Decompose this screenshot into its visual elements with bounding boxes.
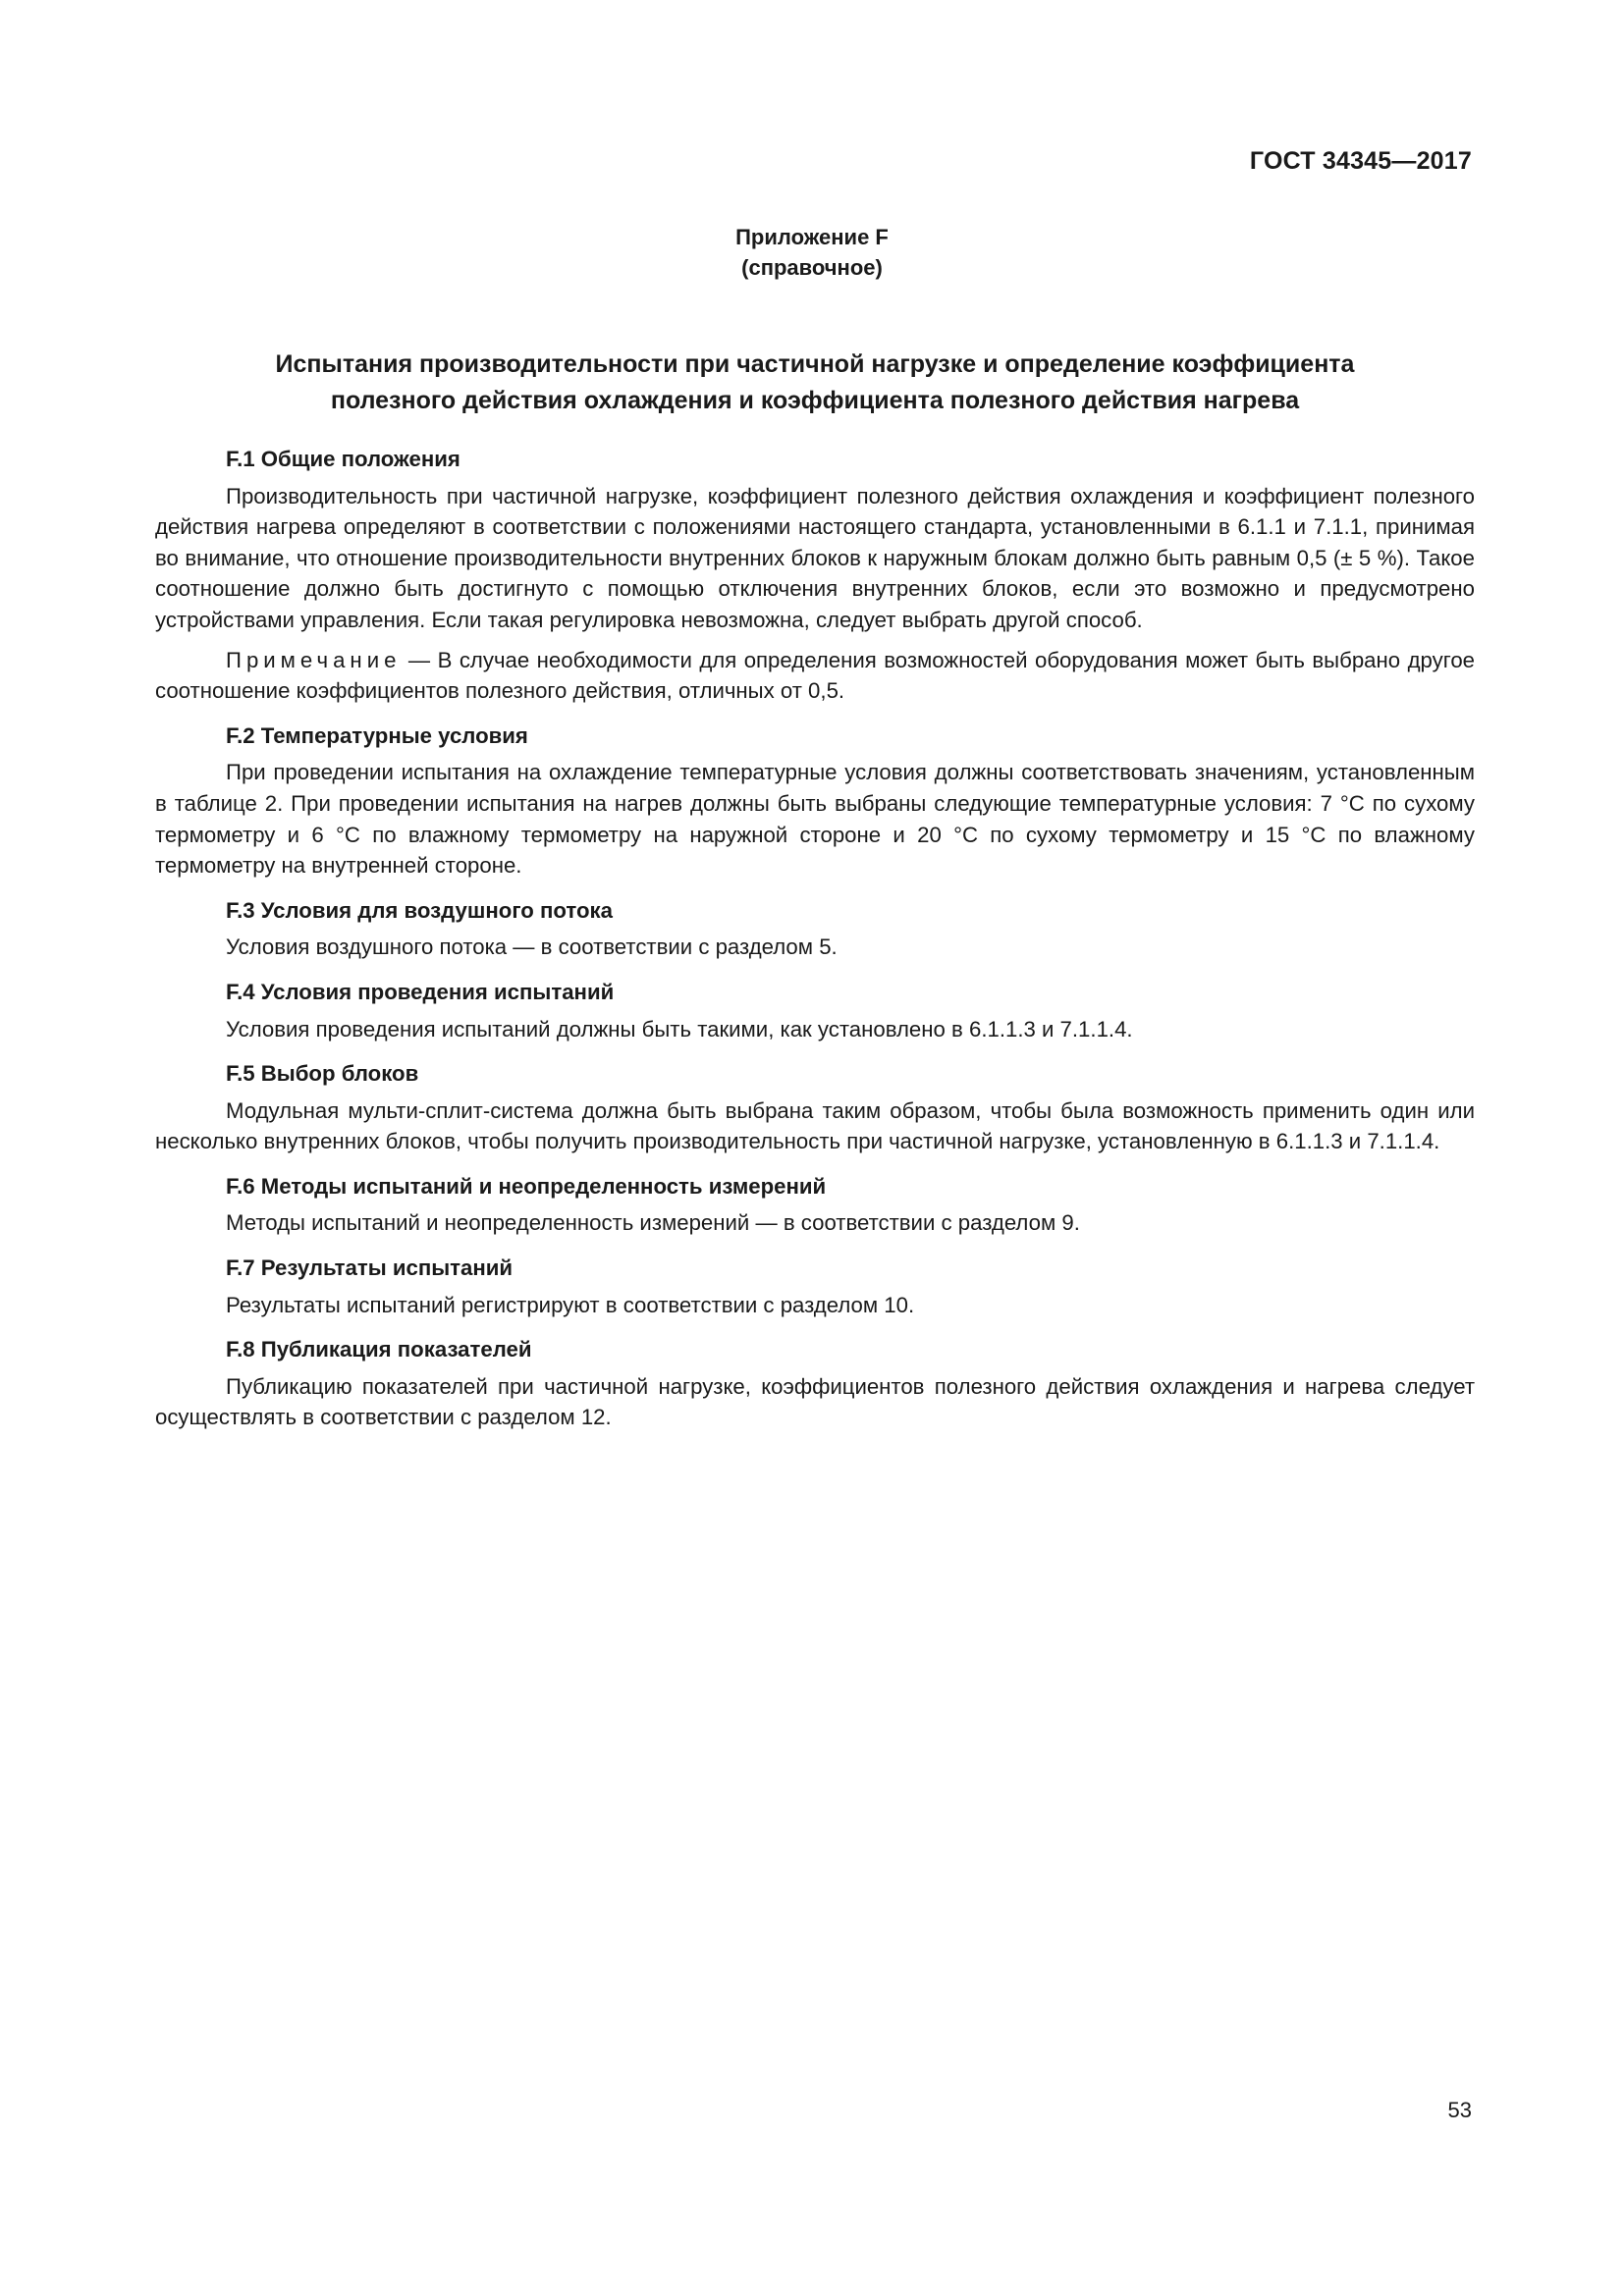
section-heading: F.4 Условия проведения испытаний <box>226 979 615 1004</box>
section-f5 <box>155 1058 1475 1157</box>
page-title <box>157 347 1473 419</box>
section-heading: F.5 Выбор блоков <box>226 1061 419 1087</box>
section-paragraph: Методы испытаний и неопределенность измерений — в соответствии с разделом 9. <box>226 1210 1080 1236</box>
section-paragraph: Производительность при частичной нагрузке, коэффициент полезного действия охлаждения и коэффициент полезного действия нагрева определяют в соответствии с положениями настоящего стандарта, установленными в 6.1.1 и 7.1.1, принимая во внимание, что отношение производительности внутренних блоков к наружным блокам должно быть равным 0,5 (± 5 %). Такое соотношение должно быть достигнуто с помощью отключения внутренних блоков, если это возможно и предусмотрено устройствами управления. Если такая регулировка невозможна, следует выбрать другой способ. <box>155 483 1475 632</box>
note-text: — В случае необходимости для определения возможностей оборудования может быть выбрано другое соотношение коэффициентов полезного действия, отличных от 0,5. <box>155 647 1475 704</box>
section-f7 <box>155 1253 1475 1320</box>
section-paragraph: Публикацию показателей при частичной нагрузке, коэффициентов полезного действия охлаждения и нагрева следует осуществлять в соответствии с разделом 12. <box>155 1373 1475 1430</box>
document-code: ГОСТ 34345—2017 <box>1249 147 1472 175</box>
section-f8 <box>155 1334 1475 1433</box>
document-body <box>155 444 1475 1433</box>
section-f1 <box>155 444 1475 707</box>
section-paragraph: Модульная мульти-сплит-система должна быть выбрана таким образом, чтобы была возможность применить один или несколько внутренних блоков, чтобы получить производительность при частичной нагрузке, установленную в 6.1.1.3 и 7.1.1.4. <box>155 1097 1475 1154</box>
section-heading: F.7 Результаты испытаний <box>226 1255 514 1281</box>
section-paragraph: Условия воздушного потока — в соответствии с разделом 5. <box>226 934 838 960</box>
section-paragraph: При проведении испытания на охлаждение температурные условия должны соответствовать значениям, установленным в таблице 2. При проведении испытания на нагрев должны быть выбраны следующие температурные условия: 7 °C по сухому термометру и 6 °C по влажному термометру на наружной стороне и 20 °C по сухому термометру и 15 °C по влажному термометру на внутренней стороне. <box>155 760 1475 879</box>
section-f6 <box>155 1171 1475 1239</box>
section-heading: F.6 Методы испытаний и неопределенность измерений <box>226 1173 827 1199</box>
section-f2 <box>155 721 1475 881</box>
section-paragraph: Результаты испытаний регистрируют в соответствии с разделом 10. <box>226 1292 915 1317</box>
section-f4 <box>155 977 1475 1044</box>
page-title-line-2: полезного действия охлаждения и коэффициента полезного действия нагрева <box>330 387 1300 414</box>
page-number: 53 <box>1447 2098 1472 2122</box>
section-paragraph: Условия проведения испытаний должны быть такими, как установлено в 6.1.1.3 и 7.1.1.4. <box>226 1016 1133 1041</box>
appendix-label: Приложение F <box>735 225 889 249</box>
section-heading: F.8 Публикация показателей <box>226 1337 532 1362</box>
page-title-line-1: Испытания производительности при частичной нагрузке и определение коэффициента <box>275 350 1355 378</box>
note-paragraph <box>155 645 1475 707</box>
section-heading: F.3 Условия для воздушного потока <box>226 897 613 923</box>
section-heading: F.1 Общие положения <box>226 447 460 471</box>
section-f3 <box>155 895 1475 963</box>
appendix-kind: (справочное) <box>741 255 883 280</box>
appendix-heading <box>0 222 1624 283</box>
section-heading: F.2 Температурные условия <box>226 722 528 748</box>
note-label: Примечание <box>226 647 402 672</box>
